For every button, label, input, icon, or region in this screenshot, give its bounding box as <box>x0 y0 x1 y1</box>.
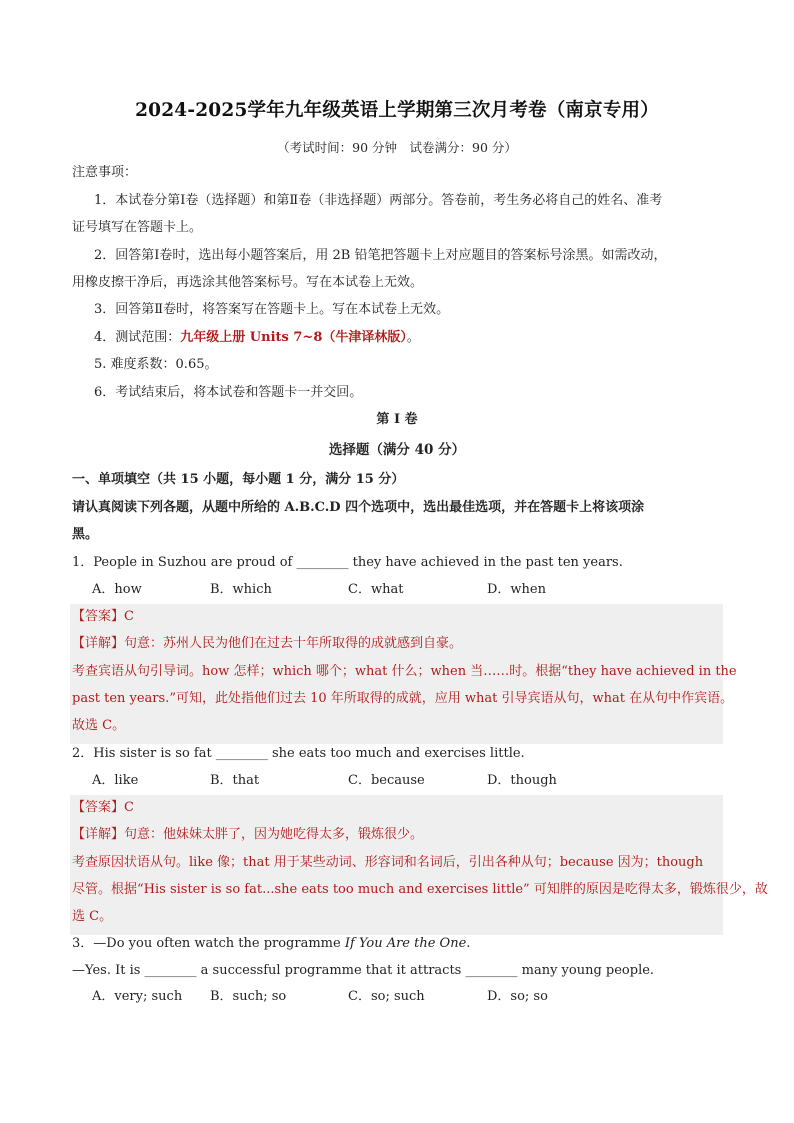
volume-heading: 第 I 卷 <box>376 412 418 427</box>
answer-value: C <box>124 609 134 624</box>
note-5: 5. 难度系数：0.65。 <box>94 357 218 372</box>
instructions-line-1: 请认真阅读下列各题，从题中所给的 A.B.C.D 四个选项中，选出最佳选项，并在答题卡上将该项涂 <box>72 500 645 515</box>
programme-title: If You Are the One <box>344 936 467 951</box>
answer-tag: 【答案】 <box>72 609 125 624</box>
detail-tag: 【详解】 <box>72 636 125 651</box>
q1-option-c: C．what <box>348 582 404 597</box>
q1-detail-line-1: 考查宾语从句引导词。how 怎样；which 哪个；what 什么；when 当……时。根据“they have achieved in the <box>72 664 737 679</box>
q3-stem-prefix: 3．—Do you often watch the programme <box>72 936 345 951</box>
q2-detail-first <box>72 827 722 843</box>
detail-text: 句意：苏州人民为他们在过去十年所取得的成就感到自豪。 <box>124 636 463 651</box>
note-6: 6．考试结束后，将本试卷和答题卡一并交回。 <box>94 385 363 400</box>
question-1-stem: 1．People in Suzhou are proud of ________ they have achieved in the past ten years. <box>72 555 623 570</box>
q2-option-d: D．though <box>487 773 557 788</box>
exam-duration-info: （考试时间：90 分钟 试卷满分：90 分） <box>277 140 517 155</box>
note-4 <box>94 330 744 346</box>
question-3-stem <box>72 936 722 952</box>
q1-detail-first <box>72 636 722 652</box>
q3-option-b: B．such; so <box>210 989 287 1004</box>
note-1-line-1: 1．本试卷分第Ⅰ卷（选择题）和第Ⅱ卷（非选择题）两部分。答卷前，考生务必将自己的姓名、准考 <box>94 193 663 208</box>
note-4-suffix: 。 <box>406 330 420 345</box>
note-1-line-2: 证号填写在答题卡上。 <box>72 220 203 235</box>
q2-option-c: C．because <box>348 773 425 788</box>
note-3: 3．回答第Ⅱ卷时，将答案写在答题卡上。写在本试卷上无效。 <box>94 302 450 317</box>
q2-option-b: B．that <box>210 773 260 788</box>
q1-option-d: D．when <box>487 582 546 597</box>
q1-option-b: B．which <box>210 582 272 597</box>
q1-option-a: A．how <box>92 582 142 597</box>
q1-detail-line-3: 故选 C。 <box>72 718 126 733</box>
q3-option-d: D．so; so <box>487 989 548 1004</box>
note-4-prefix: 4．测试范围： <box>94 330 181 345</box>
q3-option-a: A．very; such <box>92 989 183 1004</box>
q2-detail-line-2: 尽管。根据“His sister is so fat...she eats too much and exercises little” 可知胖的原因是吃得太多，锻炼很少，故 <box>72 882 768 897</box>
q3-stem-suffix: . <box>466 936 471 951</box>
q2-detail-line-1: 考查原因状语从句。like 像；that 用于某些动词、形容词和名词后，引出各种从句；because 因为；though <box>72 855 704 870</box>
detail-tag: 【详解】 <box>72 827 125 842</box>
q1-detail-line-2: past ten years.”可知，此处指他们过去 10 年所取得的成就，应用 what 引导宾语从句，what 在从句中作宾语。 <box>72 691 734 706</box>
q1-answer <box>72 609 722 625</box>
q2-detail-line-3: 选 C。 <box>72 909 113 924</box>
instructions-line-2: 黑。 <box>72 527 99 542</box>
test-range: 九年级上册 Units 7~8（牛津译林版） <box>180 330 407 345</box>
answer-value: C <box>124 800 134 815</box>
section-heading: 选择题（满分 40 分） <box>328 442 466 458</box>
note-2-line-1: 2．回答第Ⅰ卷时，选出每小题答案后，用 2B 铅笔把答题卡上对应题目的答案标号涂黑。如需改动， <box>94 248 667 263</box>
q2-answer <box>72 800 722 816</box>
q3-option-c: C．so; such <box>348 989 425 1004</box>
note-2-line-2: 用橡皮擦干净后，再选涂其他答案标号。写在本试卷上无效。 <box>72 275 424 290</box>
question-3-stem-2: —Yes. It is ________ a successful programme that it attracts ________ many young people. <box>72 963 655 978</box>
page-title: 2024-2025学年九年级英语上学期第三次月考卷（南京专用） <box>135 100 659 121</box>
detail-text: 句意：他妹妹太胖了，因为她吃得太多，锻炼很少。 <box>124 827 424 842</box>
answer-tag: 【答案】 <box>72 800 125 815</box>
q2-option-a: A．like <box>92 773 139 788</box>
notes-heading: 注意事项： <box>72 165 138 180</box>
question-2-stem: 2．His sister is so fat ________ she eats too much and exercises little. <box>72 746 525 761</box>
part-heading: 一、单项填空（共 15 小题，每小题 1 分，满分 15 分） <box>72 472 405 487</box>
